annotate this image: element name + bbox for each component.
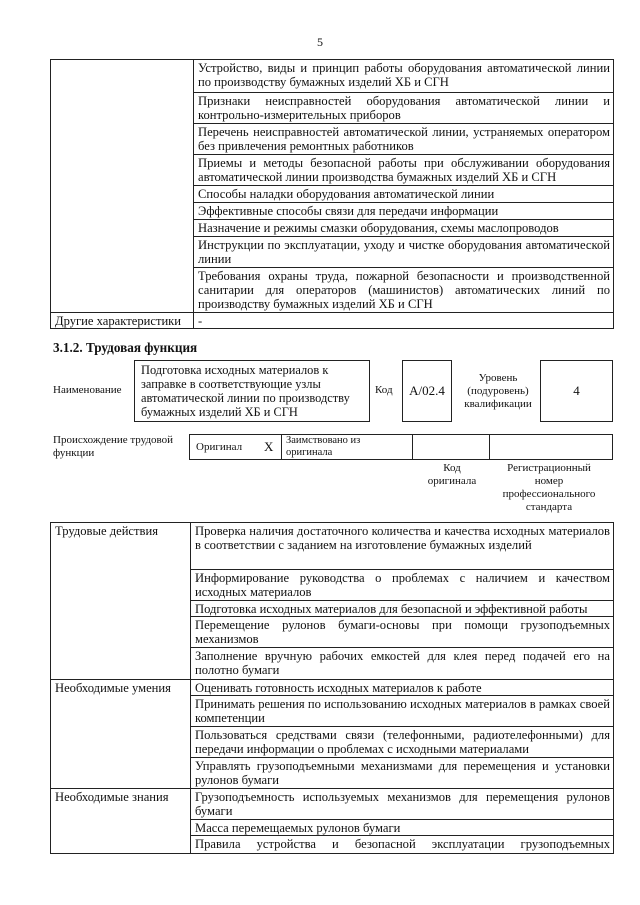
origin-row xyxy=(189,434,613,460)
table-cell: Подготовка исходных материалов для безопасной и эффективной работы xyxy=(191,601,614,617)
skills-label: Необходимые умения xyxy=(51,680,191,789)
table-cell: Масса перемещаемых рулонов бумаги xyxy=(191,820,614,836)
code-label: Код xyxy=(375,384,393,396)
table-cell: Требования охраны труда, пожарной безопасности и производственной санитарии для операторов (машинистов) автоматических линий по производству бумажных изделий ХБ и СГН xyxy=(194,268,614,313)
table-cell: Оценивать готовность исходных материалов к работе xyxy=(191,680,614,696)
function-name-box xyxy=(134,360,370,422)
section-title: 3.1.2. Трудовая функция xyxy=(53,340,198,355)
table-cell: Устройство, виды и принцип работы оборудования автоматической линии по производству бумажных изделий ХБ и СГН xyxy=(194,60,614,93)
knowledge-table-continued xyxy=(50,59,614,329)
reg-number-label: Регистрационный номер профессионального стандарта xyxy=(502,462,596,513)
borrowed-label: Заимствовано из оригинала xyxy=(286,435,361,458)
code-box xyxy=(402,360,452,422)
level-box xyxy=(540,360,613,422)
table-cell: Эффективные способы связи для передачи информации xyxy=(194,203,614,220)
original-cell xyxy=(190,435,282,459)
table-cell: Грузоподъемность используемых механизмов для перемещения рулонов бумаги xyxy=(191,789,614,820)
original-label: Оригинал xyxy=(196,441,243,453)
table-cell: Перемещение рулонов бумаги-основы при помощи грузоподъемных механизмов xyxy=(191,617,614,648)
table-cell: Принимать решения по использованию исходных материалов в рамках своей компетенции xyxy=(191,696,614,727)
level-value: 4 xyxy=(573,383,580,398)
table-row xyxy=(51,789,614,820)
table-cell: Способы наладки оборудования автоматической линии xyxy=(194,186,614,203)
table-cell: Перечень неисправностей автоматической линии, устраняемых оператором без привлечения ремонтных работников xyxy=(194,124,614,155)
table-row xyxy=(51,313,614,329)
name-label: Наименование xyxy=(53,384,122,396)
origin-label: Происхождение трудовой функции xyxy=(53,434,174,459)
original-code-cell xyxy=(413,435,490,459)
borrowed-cell xyxy=(282,435,413,459)
table-cell: Проверка наличия достаточного количества и качества исходных материалов в соответствии с заданием на изготовление бумажных изделий xyxy=(191,523,614,570)
labor-actions-label: Трудовые действия xyxy=(51,523,191,680)
table-cell: Управлять грузоподъемными механизмами для перемещения и установки рулонов бумаги xyxy=(191,758,614,789)
table-cell: Пользоваться средствами связи (телефонными, радиотелефонными) для передачи информации о проблемах с исходными материалами xyxy=(191,727,614,758)
original-mark: X xyxy=(264,439,274,454)
reg-number-cell xyxy=(490,435,612,459)
table-cell: Правила устройства и безопасной эксплуатации грузоподъемных xyxy=(191,836,614,854)
table-row xyxy=(51,523,614,570)
knowledge-label: Необходимые знания xyxy=(51,789,191,854)
function-name-value: Подготовка исходных материалов к заправке в соответствующие узлы автоматической линии по производству бумажных изделий ХБ и СГН xyxy=(141,363,350,419)
table-cell: Заполнение вручную рабочих емкостей для клея перед подачей его на полотно бумаги xyxy=(191,648,614,680)
labor-function-table xyxy=(50,522,614,854)
qualification-level-label: Уровень (подуровень) квалификации xyxy=(464,372,532,410)
code-value: A/02.4 xyxy=(409,383,445,398)
other-characteristics-label: Другие характеристики xyxy=(51,313,194,329)
table-cell: Информирование руководства о проблемах с наличием и качеством исходных материалов xyxy=(191,570,614,601)
table-row xyxy=(51,60,614,93)
table-row xyxy=(51,680,614,696)
table-cell: Признаки неисправностей оборудования автоматической линии и контрольно-измерительных приборов xyxy=(194,93,614,124)
table-cell: Назначение и режимы смазки оборудования, схемы маслопроводов xyxy=(194,220,614,237)
table-cell: Инструкции по эксплуатации, уходу и чистке оборудования автоматической линии xyxy=(194,237,614,268)
empty-label-cell xyxy=(51,60,194,313)
code-original-label: Код оригинала xyxy=(427,462,477,487)
table-cell: Приемы и методы безопасной работы при обслуживании оборудования автоматической линии производства бумажных изделий ХБ и СГН xyxy=(194,155,614,186)
other-characteristics-value: - xyxy=(194,313,614,329)
page-number: 5 xyxy=(317,35,323,49)
